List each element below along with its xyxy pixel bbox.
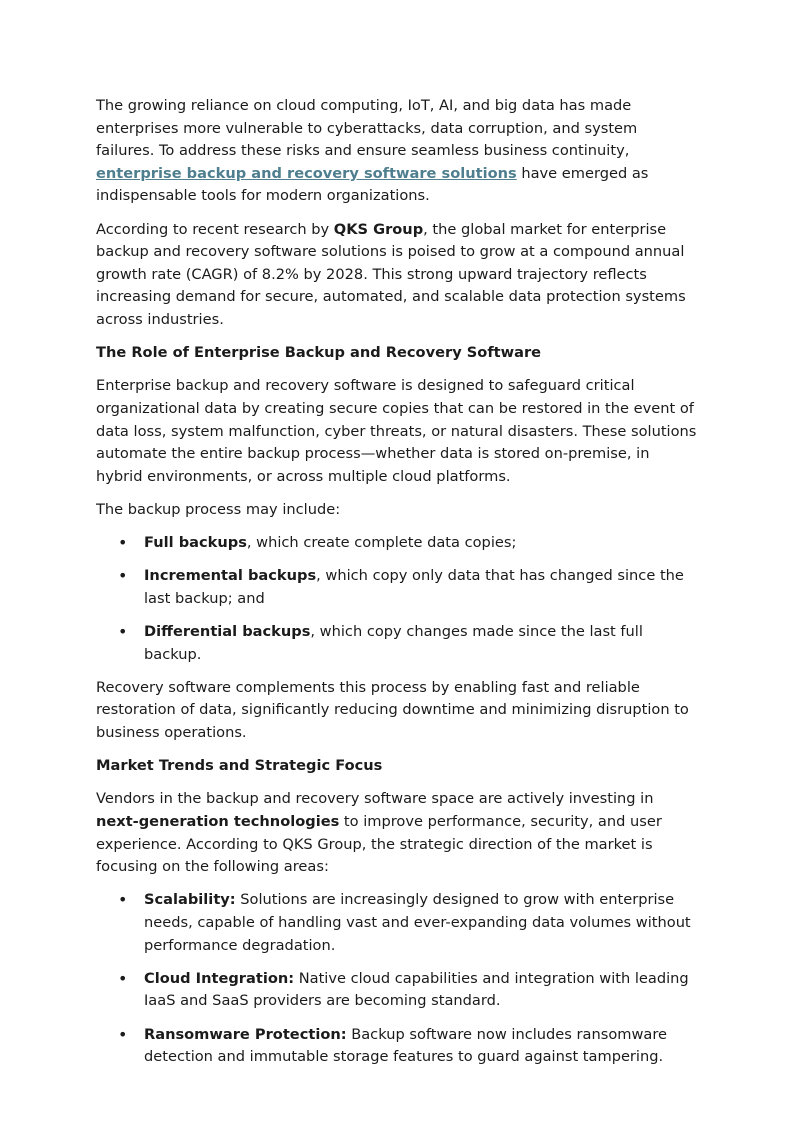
list-item: • Ransomware Protection: Backup software now includes ransomware detection and immutable storage features to guard against tampering. (96, 1024, 698, 1069)
list-item: • Differential backups, which copy changes made since the last full backup. (96, 621, 698, 666)
list-item: • Scalability: Solutions are increasingly designed to grow with enterprise needs, capable of handling vast and ever-expanding data volumes without performance degradation. (96, 889, 698, 957)
trends-paragraph-1: Vendors in the backup and recovery software space are actively investing in next-generation technologies to improve performance, security, and user experience. According to QKS Group, the strategic direction of the market is focusing on the following areas: (96, 790, 662, 876)
role-paragraph-2: The backup process may include: (96, 500, 341, 518)
list-item: • Cloud Integration: Native cloud capabilities and integration with leading IaaS and SaaS providers are becoming standard. (96, 968, 698, 1013)
backup-types-list (96, 532, 698, 666)
qks-group-bold: QKS Group (333, 220, 424, 238)
strategic-areas-list (96, 889, 698, 1068)
intro-paragraph-2: According to recent research by QKS Group, the global market for enterprise backup and recovery software solutions is poised to grow at a compound annual growth rate (CAGR) of 8.2% by 2028. This strong upward trajectory reflects increasing demand for secure, automated, and scalable data protection systems across industries. (96, 220, 686, 328)
list-item: • Full backups, which create complete data copies; (96, 532, 698, 555)
trends-section-heading: Market Trends and Strategic Focus (96, 757, 383, 775)
role-paragraph-1: Enterprise backup and recovery software is designed to safeguard critical organizational data by creating secure copies that can be restored in the event of data loss, system malfunction, cyber threats, or natural disasters. These solutions automate the entire backup process—whether data is stored on-premise, in hybrid environments, or across multiple cloud platforms. (96, 377, 697, 485)
list-item: • Incremental backups, which copy only data that has changed since the last backup; and (96, 565, 698, 610)
backup-solutions-link[interactable]: enterprise backup and recovery software solutions (96, 164, 517, 182)
role-paragraph-3: Recovery software complements this process by enabling fast and reliable restoration of data, significantly reducing downtime and minimizing disruption to business operations. (96, 678, 689, 741)
role-section-heading: The Role of Enterprise Backup and Recovery Software (96, 344, 542, 362)
intro-paragraph-1: The growing reliance on cloud computing, IoT, AI, and big data has made enterprises more vulnerable to cyberattacks, data corruption, and system failures. To address these risks and ensure seamless business continuity, enterprise backup and recovery software solutions have emerged as indispensable tools for modern organizations. (96, 97, 649, 205)
